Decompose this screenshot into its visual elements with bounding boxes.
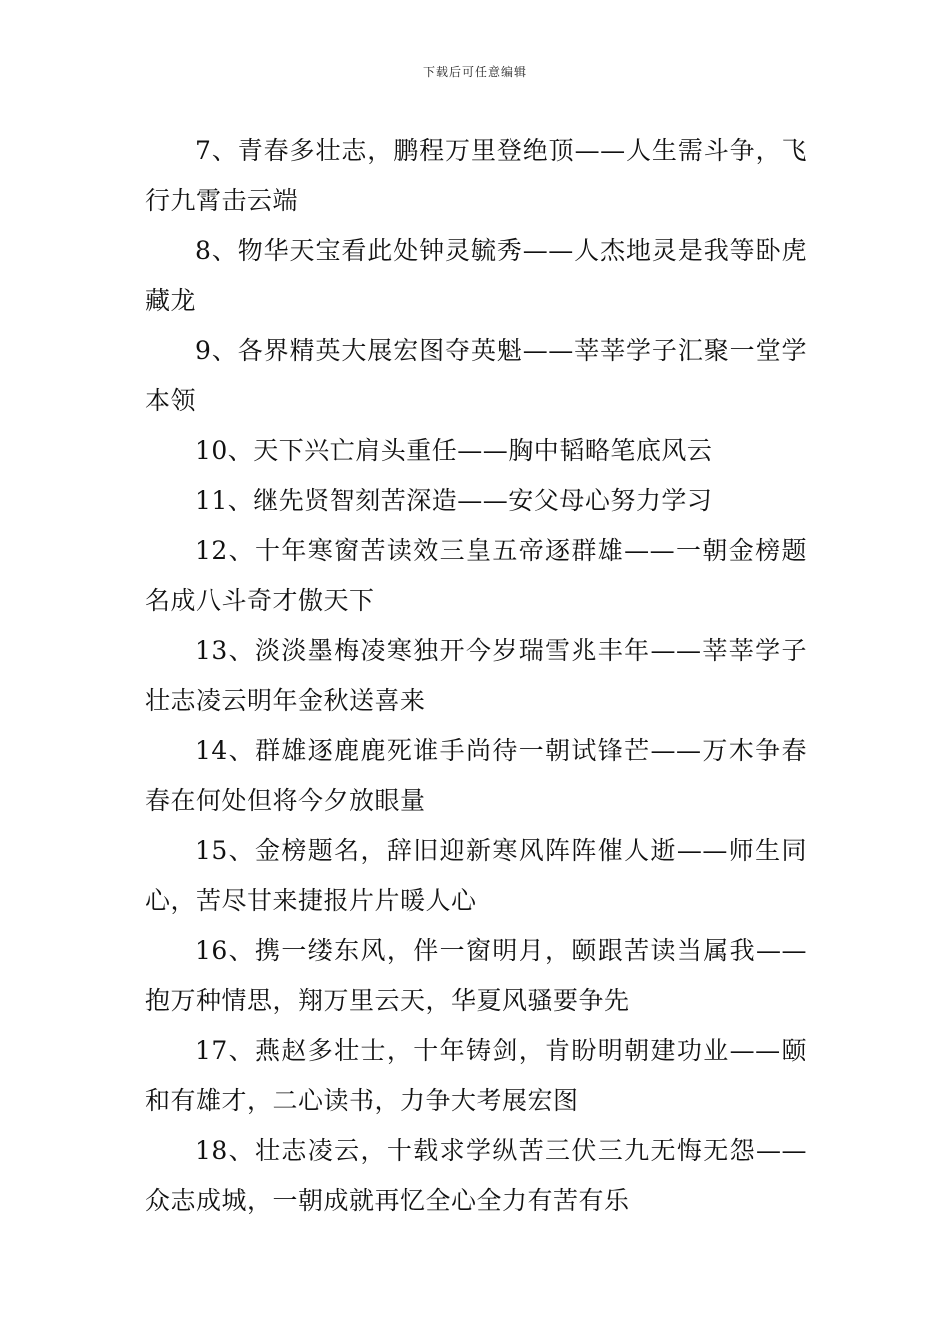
paragraph-16: 16、携一缕东风，伴一窗明月，颐跟苦读当属我——抱万种情思，翔万里云天，华夏风骚要争先 — [145, 936, 807, 1015]
paragraph-12: 12、十年寒窗苦读效三皇五帝逐群雄——一朝金榜题名成八斗奇才傲天下 — [145, 536, 807, 615]
paragraph-8: 8、物华天宝看此处钟灵毓秀——人杰地灵是我等卧虎藏龙 — [145, 236, 807, 315]
paragraph-10: 10、天下兴亡肩头重任——胸中韬略笔底风云 — [195, 436, 713, 465]
paragraph-13: 13、淡淡墨梅凌寒独开今岁瑞雪兆丰年——莘莘学子壮志凌云明年金秋送喜来 — [145, 636, 807, 715]
paragraph-18: 18、壮志凌云，十载求学纵苦三伏三九无悔无怨——众志成城，一朝成就再忆全心全力有苦有乐 — [145, 1136, 807, 1215]
page-header: 下载后可任意编辑 — [422, 65, 527, 79]
paragraph-11: 11、继先贤智刻苦深造——安父母心努力学习 — [195, 486, 713, 515]
paragraph-14: 14、群雄逐鹿鹿死谁手尚待一朝试锋芒——万木争春春在何处但将今夕放眼量 — [145, 736, 807, 815]
paragraph-9: 9、各界精英大展宏图夺英魁——莘莘学子汇聚一堂学本领 — [145, 336, 807, 415]
paragraph-17: 17、燕赵多壮士，十年铸剑，肯盼明朝建功业——颐和有雄才，二心读书，力争大考展宏图 — [145, 1036, 807, 1115]
paragraph-7: 7、青春多壮志，鹏程万里登绝顶——人生需斗争，飞行九霄击云端 — [145, 136, 807, 215]
paragraph-15: 15、金榜题名，辞旧迎新寒风阵阵催人逝——师生同心，苦尽甘来捷报片片暖人心 — [145, 836, 807, 915]
document-body — [145, 126, 807, 1226]
